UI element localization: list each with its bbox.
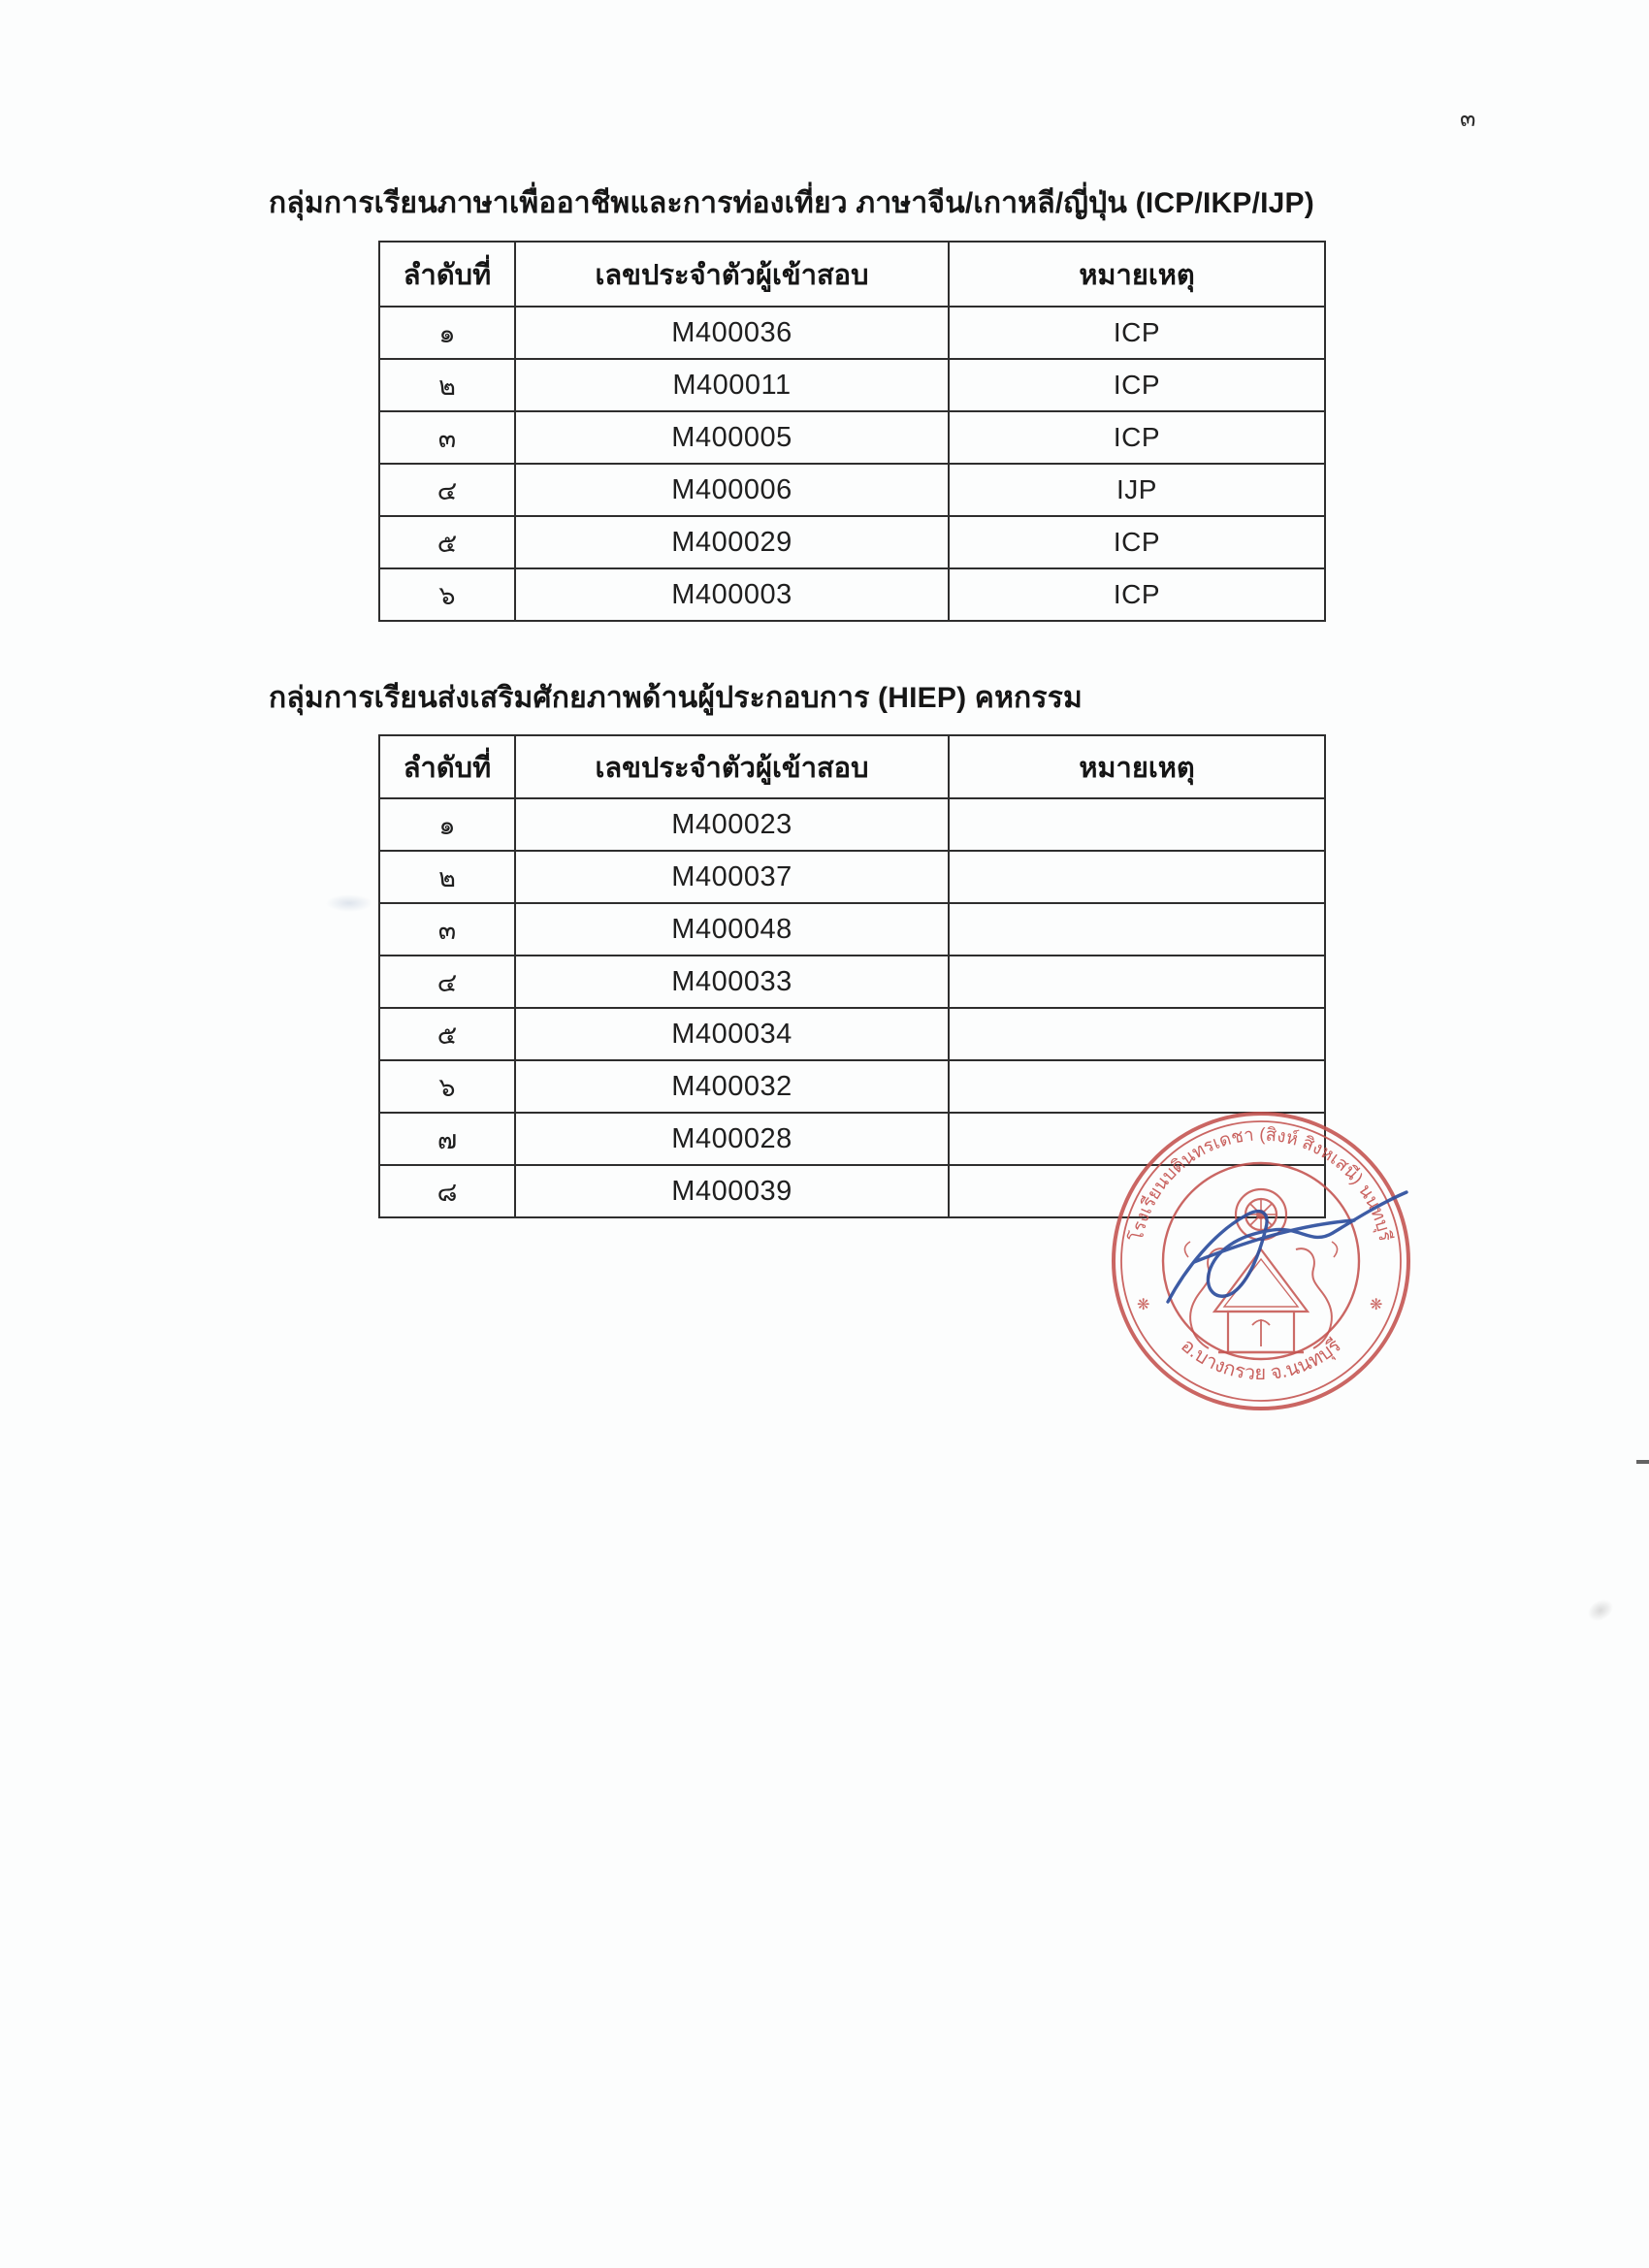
column-header-remark: หมายเหตุ: [949, 242, 1325, 307]
stamp-arc-top-text: โรงเรียนบดินทรเดชา (สิงห์ สิงหเสนี) นนทบุรี: [1125, 1123, 1397, 1244]
remark-cell: IJP: [949, 464, 1325, 516]
school-stamp: [1086, 1086, 1436, 1436]
column-header-order: ลำดับที่: [379, 735, 515, 798]
remark-cell: [949, 956, 1325, 1008]
order-cell: ๓: [379, 903, 515, 956]
remark-cell: ICP: [949, 411, 1325, 464]
section-2-heading: กลุ่มการเรียนส่งเสริมศักยภาพด้านผู้ประกอบการ (HIEP) คหกรรม: [269, 682, 1083, 714]
candidate-id-cell: M400029: [515, 516, 949, 568]
stamp-star-left-icon: ❋: [1137, 1297, 1150, 1313]
section-1-heading: กลุ่มการเรียนภาษาเพื่ออาชีพและการท่องเที่ยว ภาษาจีน/เกาหลี/ญี่ปุ่น (ICP/IKP/IJP): [269, 187, 1314, 219]
remark-cell: [949, 1008, 1325, 1060]
order-cell: ๑: [379, 798, 515, 851]
scan-smudge: [326, 894, 372, 912]
table-header-row: [379, 735, 1325, 798]
order-cell: ๕: [379, 1008, 515, 1060]
candidate-id-cell: M400039: [515, 1165, 949, 1217]
column-header-candidate-id: เลขประจำตัวผู้เข้าสอบ: [515, 242, 949, 307]
table-header-row: [379, 242, 1325, 307]
candidate-id-cell: M400005: [515, 411, 949, 464]
table-row: [379, 464, 1325, 516]
table-row: [379, 359, 1325, 411]
candidate-id-cell: M400033: [515, 956, 949, 1008]
column-header-candidate-id: เลขประจำตัวผู้เข้าสอบ: [515, 735, 949, 798]
table-row: [379, 956, 1325, 1008]
order-cell: ๒: [379, 359, 515, 411]
order-cell: ๒: [379, 851, 515, 903]
page-number: ๓: [1460, 106, 1476, 132]
table-row: [379, 307, 1325, 359]
remark-cell: ICP: [949, 307, 1325, 359]
column-header-remark: หมายเหตุ: [949, 735, 1325, 798]
order-cell: ๖: [379, 1060, 515, 1113]
candidate-id-cell: M400006: [515, 464, 949, 516]
order-cell: ๔: [379, 464, 515, 516]
table-row: [379, 1008, 1325, 1060]
scan-edge-artifact: [1636, 1460, 1649, 1464]
order-cell: ๗: [379, 1113, 515, 1165]
column-header-order: ลำดับที่: [379, 242, 515, 307]
stamp-star-right-icon: ❋: [1370, 1297, 1383, 1313]
candidate-id-cell: M400028: [515, 1113, 949, 1165]
candidate-id-cell: M400011: [515, 359, 949, 411]
table-row: [379, 516, 1325, 568]
stamp-arc-bottom-text: อ.บางกรวย จ.นนทบุรี: [1177, 1335, 1345, 1385]
school-emblem: [1184, 1189, 1337, 1352]
candidate-id-cell: M400003: [515, 568, 949, 621]
remark-cell: [949, 798, 1325, 851]
remark-cell: ICP: [949, 516, 1325, 568]
order-cell: ๓: [379, 411, 515, 464]
candidate-id-cell: M400032: [515, 1060, 949, 1113]
order-cell: ๕: [379, 516, 515, 568]
order-cell: ๘: [379, 1165, 515, 1217]
order-cell: ๖: [379, 568, 515, 621]
table-row: [379, 798, 1325, 851]
candidate-id-cell: M400023: [515, 798, 949, 851]
remark-cell: [949, 851, 1325, 903]
scan-smudge: [1584, 1595, 1617, 1625]
remark-cell: ICP: [949, 568, 1325, 621]
table-row: [379, 903, 1325, 956]
remark-cell: [949, 903, 1325, 956]
section-1-table: [378, 241, 1326, 622]
remark-cell: ICP: [949, 359, 1325, 411]
table-row: [379, 568, 1325, 621]
candidate-id-cell: M400037: [515, 851, 949, 903]
candidate-id-cell: M400036: [515, 307, 949, 359]
order-cell: ๔: [379, 956, 515, 1008]
order-cell: ๑: [379, 307, 515, 359]
table-row: [379, 851, 1325, 903]
candidate-id-cell: M400034: [515, 1008, 949, 1060]
table-row: [379, 411, 1325, 464]
candidate-id-cell: M400048: [515, 903, 949, 956]
